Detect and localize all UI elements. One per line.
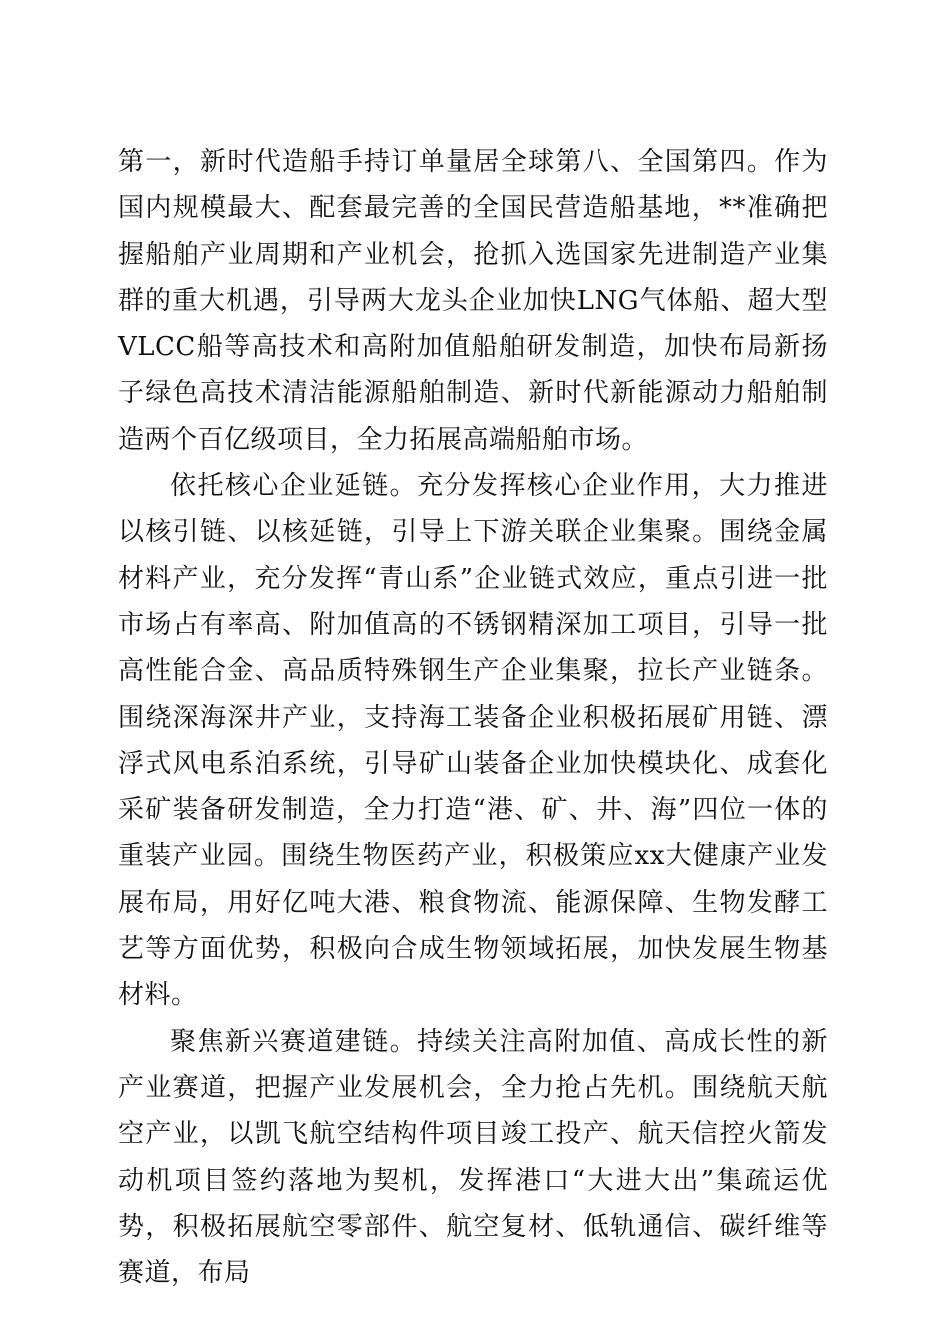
- paragraph-core-enterprise-chain: 依托核心企业延链。充分发挥核心企业作用，大力推进以核引链、以核延链，引导上下游关联企业集聚。围绕金属材料产业，充分发挥“青山系”企业链式效应，重点引进一批市场占有率高、附加值高的不锈钢精深加工项目，引导一批高性能合金、高品质特殊钢生产企业集聚，拉长产业链条。围绕深海深井产业，支持海工装备企业积极拓展矿用链、漂浮式风电系泊系统，引导矿山装备企业加快模块化、成套化采矿装备研发制造，全力打造“港、矿、井、海”四位一体的重装产业园。围绕生物医药产业，积极策应xx大健康产业发展布局，用好亿吨大港、粮食物流、能源保障、生物发酵工艺等方面优势，积极向合成生物领域拓展，加快发展生物基材料。: [118, 471, 828, 1011]
- document-body: [118, 139, 828, 1296]
- paragraph-shipbuilding: 第一，新时代造船手持订单量居全球第八、全国第四。作为国内规模最大、配套最完善的全国民营造船基地，**准确把握船舶产业周期和产业机会，抢抓入选国家先进制造产业集群的重大机遇，引导两大龙头企业加快LNG气体船、超大型VLCC船等高技术和高附加值船舶研发制造，加快布局新扬子绿色高技术清洁能源船舶制造、新时代新能源动力船舶制造两个百亿级项目，全力拓展高端船舶市场。: [118, 147, 828, 455]
- paragraph-emerging-track-chain: 聚焦新兴赛道建链。持续关注高附加值、高成长性的新产业赛道，把握产业发展机会，全力抢占先机。围绕航天航空产业，以凯飞航空结构件项目竣工投产、航天信控火箭发动机项目签约落地为契机，发挥港口“大进大出”集疏运优势，积极拓展航空零部件、航空复材、低轨通信、碳纤维等赛道，布局: [118, 1026, 828, 1289]
